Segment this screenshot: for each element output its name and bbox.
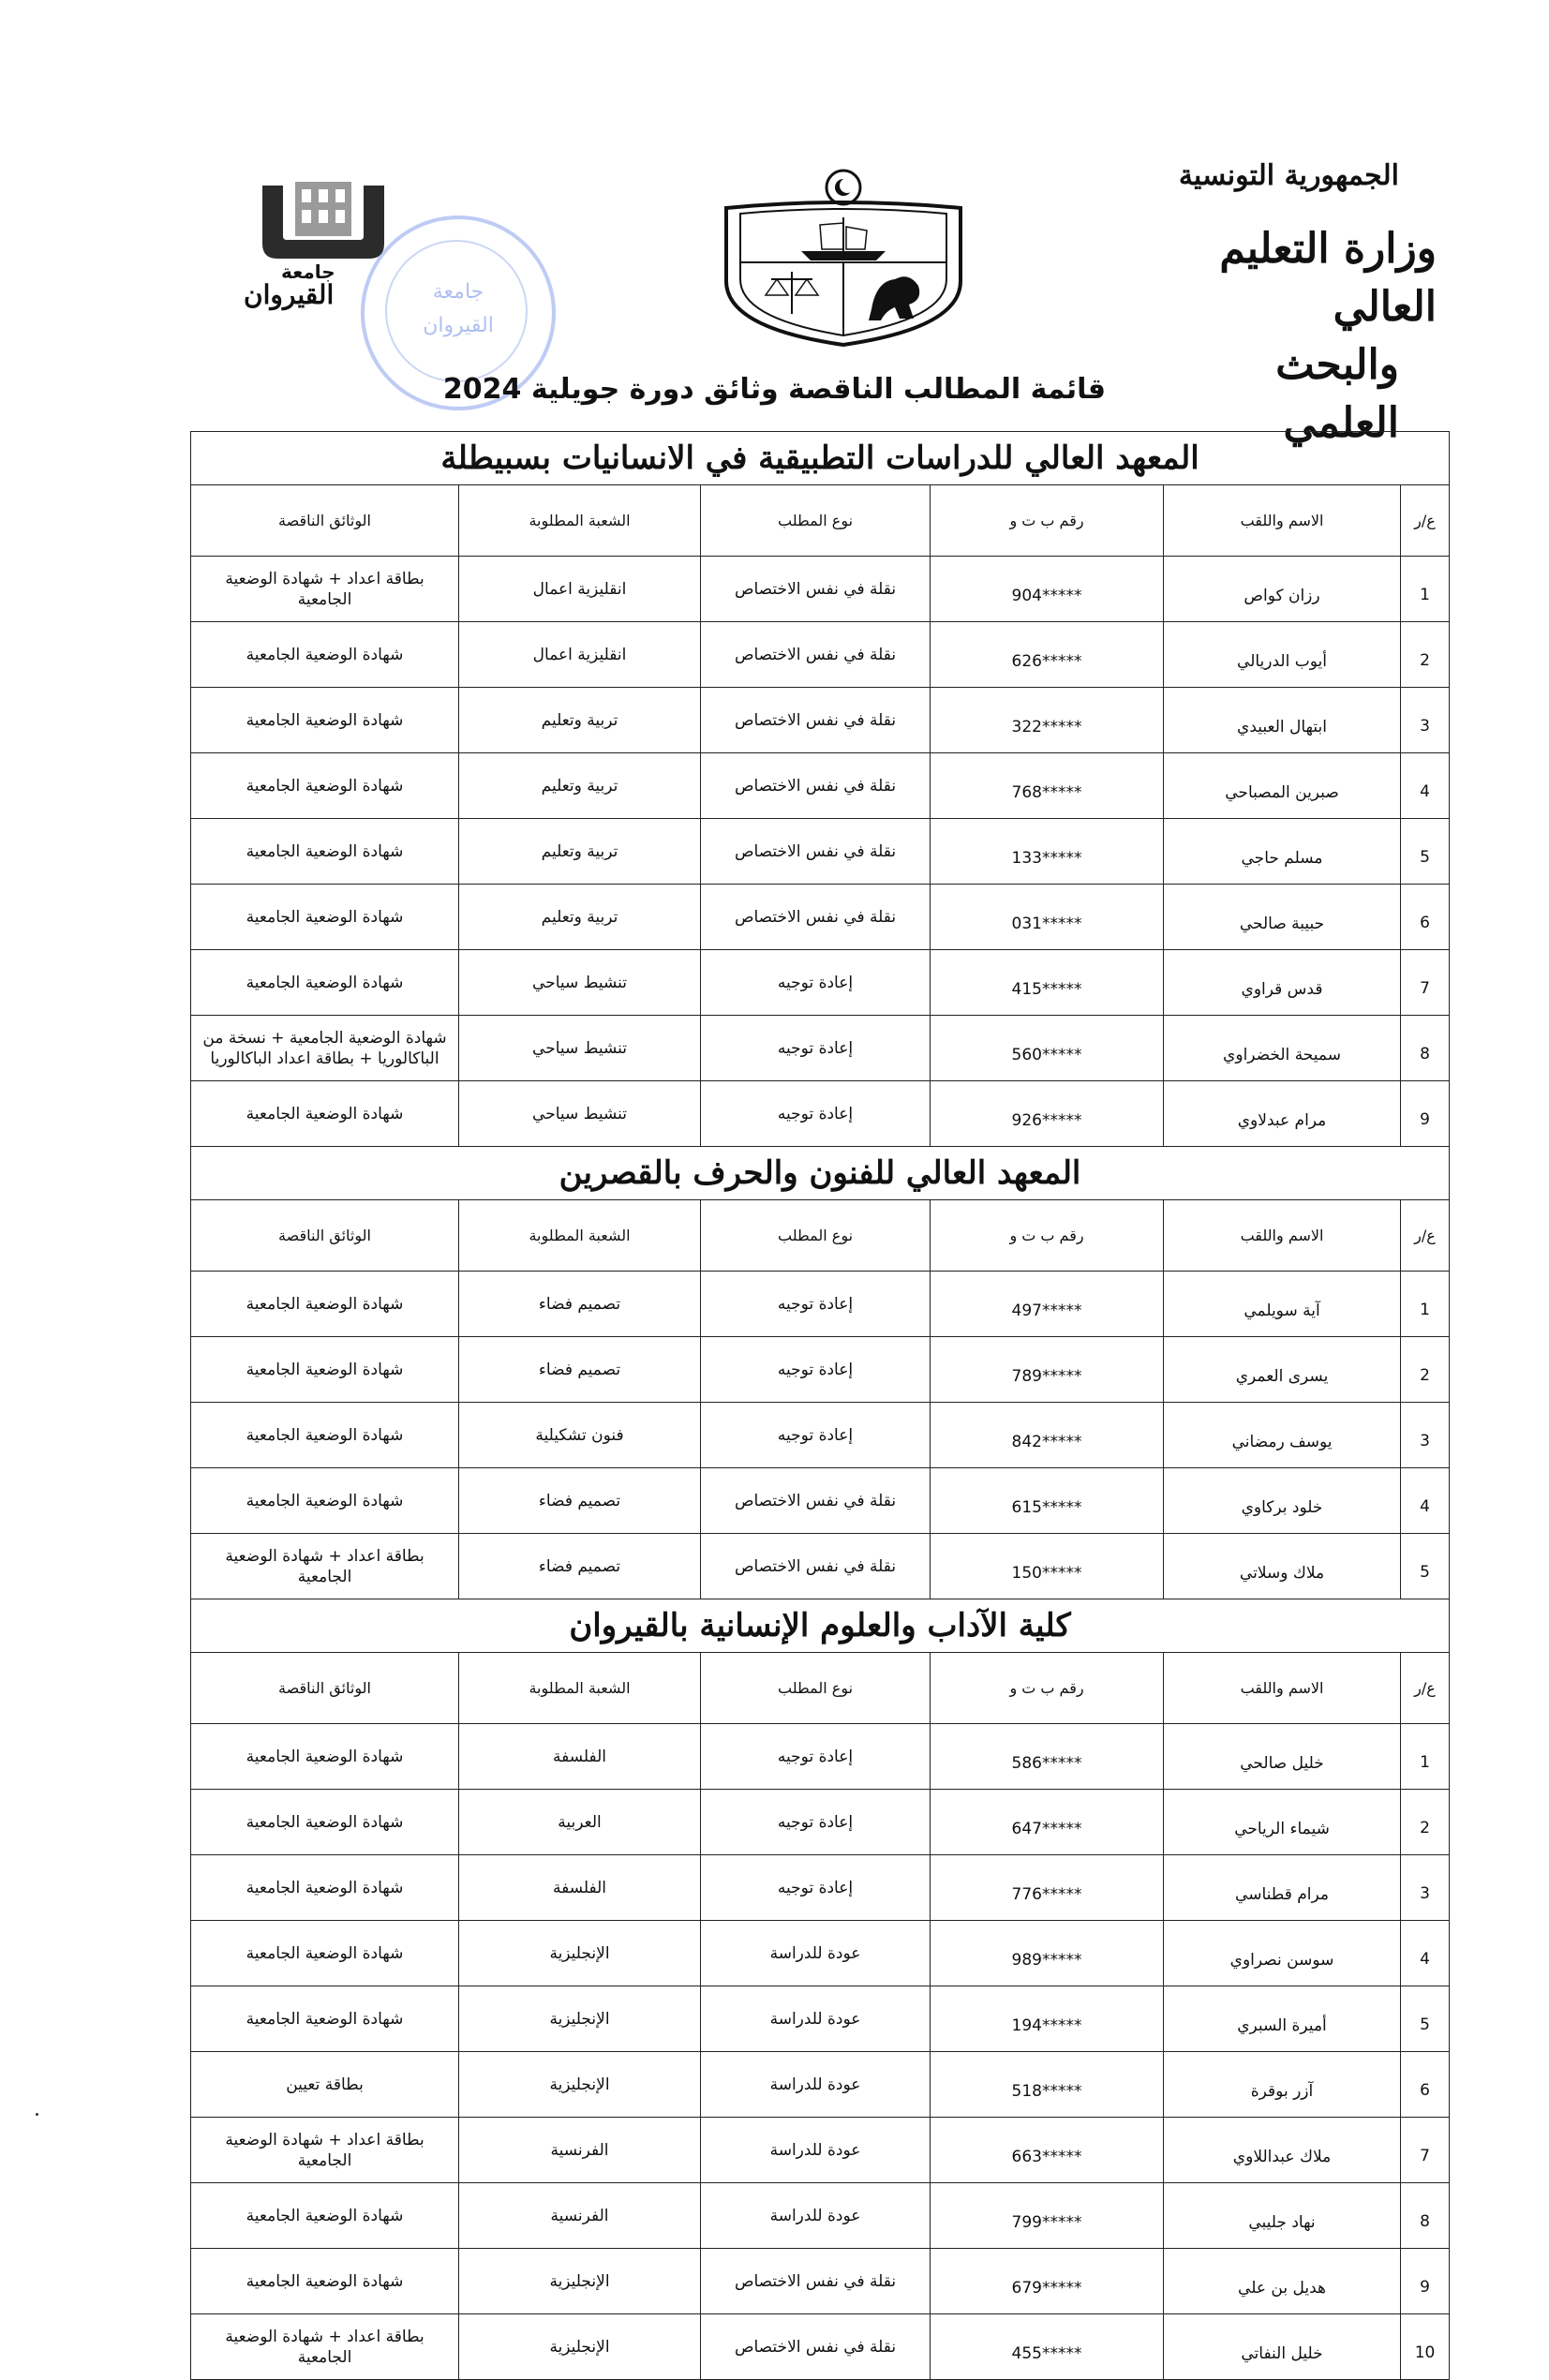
cell-num: 3 (1401, 1403, 1450, 1468)
cell-name: ملاك وسلاتي (1164, 1534, 1401, 1599)
university-name: القيروان (244, 279, 335, 310)
ministry-header (1155, 159, 1437, 453)
cell-type: إعادة توجيه (701, 1016, 931, 1081)
cell-docs: شهادة الوضعية الجامعية (191, 622, 459, 688)
cell-id: 497***** (931, 1272, 1164, 1337)
table-row (191, 1986, 1450, 2052)
cell-name: يسرى العمري (1164, 1337, 1401, 1403)
cell-docs: شهادة الوضعية الجامعية (191, 1081, 459, 1147)
institution-name: المعهد العالي للدراسات التطبيقية في الانسانيات بسبيطلة (191, 432, 1450, 485)
cell-name: خليل النفاتي (1164, 2314, 1401, 2380)
cell-type: نقلة في نفس الاختصاص (701, 1468, 931, 1534)
cell-docs: شهادة الوضعية الجامعية (191, 1855, 459, 1921)
cell-id: 322***** (931, 688, 1164, 753)
cell-id: 626***** (931, 622, 1164, 688)
cell-branch: تصميم فضاء (459, 1468, 701, 1534)
column-header: الشعبة المطلوبة (459, 1200, 701, 1272)
institution-name: كلية الآداب والعلوم الإنسانية بالقيروان (191, 1599, 1450, 1653)
table-row (191, 753, 1450, 819)
cell-id: 904***** (931, 557, 1164, 622)
institution-header-row (191, 1599, 1450, 1653)
cell-id: 989***** (931, 1921, 1164, 1986)
table-row (191, 1337, 1450, 1403)
university-label: جامعة (281, 260, 335, 283)
column-header: ع/ر (1401, 1200, 1450, 1272)
cell-id: 776***** (931, 1855, 1164, 1921)
cell-num: 3 (1401, 688, 1450, 753)
table-row (191, 2052, 1450, 2118)
cell-num: 5 (1401, 1534, 1450, 1599)
cell-name: سميحة الخضراوي (1164, 1016, 1401, 1081)
cell-docs: شهادة الوضعية الجامعية (191, 688, 459, 753)
cell-num: 8 (1401, 2183, 1450, 2249)
table-row (191, 1016, 1450, 1081)
cell-type: نقلة في نفس الاختصاص (701, 557, 931, 622)
cell-name: مسلم حاجي (1164, 819, 1401, 885)
cell-type: نقلة في نفس الاختصاص (701, 688, 931, 753)
cell-branch: تصميم فضاء (459, 1337, 701, 1403)
column-header: الاسم واللقب (1164, 1200, 1401, 1272)
cell-num: 6 (1401, 2052, 1450, 2118)
cell-type: نقلة في نفس الاختصاص (701, 753, 931, 819)
column-header: الوثائق الناقصة (191, 1653, 459, 1724)
cell-num: 4 (1401, 1468, 1450, 1534)
column-header: نوع المطلب (701, 1653, 931, 1724)
cell-id: 518***** (931, 2052, 1164, 2118)
institution-header-row (191, 432, 1450, 485)
table-row (191, 2249, 1450, 2314)
column-header: ع/ر (1401, 1653, 1450, 1724)
table-row (191, 2314, 1450, 2380)
table-row (191, 688, 1450, 753)
cell-type: عودة للدراسة (701, 2118, 931, 2183)
cell-type: نقلة في نفس الاختصاص (701, 2249, 931, 2314)
cell-id: 926***** (931, 1081, 1164, 1147)
cell-name: أميرة السبري (1164, 1986, 1401, 2052)
cell-docs: شهادة الوضعية الجامعية (191, 1403, 459, 1468)
page-title: قائمة المطالب الناقصة وثائق دورة جويلية 2024 (442, 373, 1107, 406)
cell-branch: فنون تشكيلية (459, 1403, 701, 1468)
cell-type: إعادة توجيه (701, 1081, 931, 1147)
column-header: رقم ب ت و (931, 485, 1164, 557)
cell-id: 615***** (931, 1468, 1164, 1534)
cell-docs: شهادة الوضعية الجامعية (191, 2183, 459, 2249)
cell-branch: تصميم فضاء (459, 1272, 701, 1337)
cell-docs: شهادة الوضعية الجامعية (191, 1337, 459, 1403)
missing-documents-table (190, 431, 1450, 2380)
cell-branch: تربية وتعليم (459, 885, 701, 950)
cell-num: 2 (1401, 1337, 1450, 1403)
cell-docs: بطاقة اعداد + شهادة الوضعية الجامعية (191, 2314, 459, 2380)
cell-num: 6 (1401, 885, 1450, 950)
cell-branch: الفلسفة (459, 1724, 701, 1790)
university-building-icon (244, 178, 403, 262)
stamp-text: جامعة القيروان (423, 280, 494, 337)
cell-type: نقلة في نفس الاختصاص (701, 1534, 931, 1599)
cell-docs: شهادة الوضعية الجامعية (191, 1272, 459, 1337)
cell-id: 586***** (931, 1724, 1164, 1790)
cell-branch: الفرنسية (459, 2183, 701, 2249)
cell-branch: انقليزية اعمال (459, 622, 701, 688)
cell-num: 4 (1401, 753, 1450, 819)
cell-branch: تصميم فضاء (459, 1534, 701, 1599)
cell-type: عودة للدراسة (701, 1986, 931, 2052)
cell-branch: تنشيط سياحي (459, 1016, 701, 1081)
cell-docs: شهادة الوضعية الجامعية (191, 1790, 459, 1855)
cell-type: عودة للدراسة (701, 2052, 931, 2118)
cell-num: 2 (1401, 1790, 1450, 1855)
cell-id: 663***** (931, 2118, 1164, 2183)
column-header: الاسم واللقب (1164, 1653, 1401, 1724)
cell-id: 150***** (931, 1534, 1164, 1599)
table-row (191, 885, 1450, 950)
cell-name: قدس قراوي (1164, 950, 1401, 1016)
cell-branch: تنشيط سياحي (459, 1081, 701, 1147)
cell-num: 9 (1401, 2249, 1450, 2314)
cell-name: مرام عبدلاوي (1164, 1081, 1401, 1147)
cell-id: 647***** (931, 1790, 1164, 1855)
cell-type: نقلة في نفس الاختصاص (701, 819, 931, 885)
table-row (191, 819, 1450, 885)
cell-name: نهاد جليبي (1164, 2183, 1401, 2249)
cell-name: آزر بوقرة (1164, 2052, 1401, 2118)
cell-name: يوسف رمضاني (1164, 1403, 1401, 1468)
column-header: الوثائق الناقصة (191, 1200, 459, 1272)
cell-num: 2 (1401, 622, 1450, 688)
table-row (191, 1403, 1450, 1468)
column-header: الوثائق الناقصة (191, 485, 459, 557)
cell-branch: تربية وتعليم (459, 753, 701, 819)
cell-num: 1 (1401, 1724, 1450, 1790)
cell-docs: شهادة الوضعية الجامعية + نسخة من الباكالوريا + بطاقة اعداد الباكالوريا (191, 1016, 459, 1081)
column-header: رقم ب ت و (931, 1653, 1164, 1724)
cell-docs: شهادة الوضعية الجامعية (191, 819, 459, 885)
table-row (191, 1921, 1450, 1986)
table-row (191, 1081, 1450, 1147)
column-header: الشعبة المطلوبة (459, 1653, 701, 1724)
cell-name: آية سويلمي (1164, 1272, 1401, 1337)
cell-id: 194***** (931, 1986, 1164, 2052)
cell-branch: الإنجليزية (459, 2314, 701, 2380)
cell-type: نقلة في نفس الاختصاص (701, 2314, 931, 2380)
column-header: ع/ر (1401, 485, 1450, 557)
table-row (191, 1468, 1450, 1534)
cell-docs: بطاقة اعداد + شهادة الوضعية الجامعية (191, 1534, 459, 1599)
cell-id: 799***** (931, 2183, 1164, 2249)
cell-num: 8 (1401, 1016, 1450, 1081)
table-row (191, 622, 1450, 688)
cell-name: خلود بركاوي (1164, 1468, 1401, 1534)
cell-id: 133***** (931, 819, 1164, 885)
ministry-name-line2: والبحث العلمي (1275, 341, 1399, 447)
cell-branch: الفرنسية (459, 2118, 701, 2183)
cell-id: 415***** (931, 950, 1164, 1016)
cell-id: 455***** (931, 2314, 1164, 2380)
cell-num: 7 (1401, 950, 1450, 1016)
cell-branch: الإنجليزية (459, 2249, 701, 2314)
cell-docs: بطاقة اعداد + شهادة الوضعية الجامعية (191, 2118, 459, 2183)
institution-header-row (191, 1147, 1450, 1200)
cell-num: 5 (1401, 1986, 1450, 2052)
cell-name: شيماء الرياحي (1164, 1790, 1401, 1855)
cell-type: إعادة توجيه (701, 950, 931, 1016)
column-header: نوع المطلب (701, 485, 931, 557)
cell-type: إعادة توجيه (701, 1855, 931, 1921)
cell-type: إعادة توجيه (701, 1272, 931, 1337)
column-header: نوع المطلب (701, 1200, 931, 1272)
table-row (191, 1790, 1450, 1855)
table-row (191, 950, 1450, 1016)
cell-docs: شهادة الوضعية الجامعية (191, 1986, 459, 2052)
cell-name: رزان كواص (1164, 557, 1401, 622)
column-header: رقم ب ت و (931, 1200, 1164, 1272)
cell-id: 560***** (931, 1016, 1164, 1081)
cell-branch: تربية وتعليم (459, 819, 701, 885)
column-header-row (191, 485, 1450, 557)
institution-name: المعهد العالي للفنون والحرف بالقصرين (191, 1147, 1450, 1200)
column-header: الاسم واللقب (1164, 485, 1401, 557)
cell-branch: الإنجليزية (459, 1986, 701, 2052)
column-header: الشعبة المطلوبة (459, 485, 701, 557)
cell-name: أيوب الدريالي (1164, 622, 1401, 688)
cell-id: 768***** (931, 753, 1164, 819)
table-row (191, 2183, 1450, 2249)
cell-name: حبيبة صالحي (1164, 885, 1401, 950)
cell-num: 4 (1401, 1921, 1450, 1986)
cell-branch: الإنجليزية (459, 1921, 701, 1986)
column-header-row (191, 1200, 1450, 1272)
cell-branch: الإنجليزية (459, 2052, 701, 2118)
cell-name: سوسن نصراوي (1164, 1921, 1401, 1986)
cell-type: عودة للدراسة (701, 1921, 931, 1986)
cell-id: 789***** (931, 1337, 1164, 1403)
coat-of-arms-icon (717, 169, 970, 347)
republic-label: الجمهورية التونسية (1178, 159, 1399, 192)
cell-num: 9 (1401, 1081, 1450, 1147)
cell-docs: بطاقة تعيين (191, 2052, 459, 2118)
cell-type: إعادة توجيه (701, 1724, 931, 1790)
cell-type: إعادة توجيه (701, 1790, 931, 1855)
table-row (191, 2118, 1450, 2183)
cell-num: 3 (1401, 1855, 1450, 1921)
cell-docs: شهادة الوضعية الجامعية (191, 1724, 459, 1790)
scan-speck (36, 2113, 38, 2116)
cell-name: هديل بن علي (1164, 2249, 1401, 2314)
cell-docs: شهادة الوضعية الجامعية (191, 885, 459, 950)
cell-branch: العربية (459, 1790, 701, 1855)
cell-name: مرام قطناسي (1164, 1855, 1401, 1921)
cell-docs: شهادة الوضعية الجامعية (191, 1921, 459, 1986)
cell-id: 679***** (931, 2249, 1164, 2314)
cell-num: 5 (1401, 819, 1450, 885)
cell-branch: الفلسفة (459, 1855, 701, 1921)
cell-branch: تربية وتعليم (459, 688, 701, 753)
cell-docs: شهادة الوضعية الجامعية (191, 1468, 459, 1534)
cell-type: نقلة في نفس الاختصاص (701, 885, 931, 950)
cell-docs: شهادة الوضعية الجامعية (191, 2249, 459, 2314)
ministry-name-line1: وزارة التعليم العالي (1219, 225, 1437, 331)
cell-type: إعادة توجيه (701, 1403, 931, 1468)
cell-name: خليل صالحي (1164, 1724, 1401, 1790)
table-row (191, 1534, 1450, 1599)
cell-docs: شهادة الوضعية الجامعية (191, 950, 459, 1016)
column-header-row (191, 1653, 1450, 1724)
table-row (191, 1855, 1450, 1921)
cell-num: 1 (1401, 557, 1450, 622)
cell-name: ابتهال العبيدي (1164, 688, 1401, 753)
table-row (191, 1272, 1450, 1337)
cell-num: 7 (1401, 2118, 1450, 2183)
cell-id: 842***** (931, 1403, 1164, 1468)
cell-docs: بطاقة اعداد + شهادة الوضعية الجامعية (191, 557, 459, 622)
cell-branch: انقليزية اعمال (459, 557, 701, 622)
cell-num: 1 (1401, 1272, 1450, 1337)
cell-docs: شهادة الوضعية الجامعية (191, 753, 459, 819)
cell-id: 031***** (931, 885, 1164, 950)
table-row (191, 1724, 1450, 1790)
cell-num: 10 (1401, 2314, 1450, 2380)
table-row (191, 557, 1450, 622)
cell-type: عودة للدراسة (701, 2183, 931, 2249)
cell-branch: تنشيط سياحي (459, 950, 701, 1016)
cell-name: ملاك عبداللاوي (1164, 2118, 1401, 2183)
cell-name: صبرين المصباحي (1164, 753, 1401, 819)
cell-type: إعادة توجيه (701, 1337, 931, 1403)
cell-type: نقلة في نفس الاختصاص (701, 622, 931, 688)
